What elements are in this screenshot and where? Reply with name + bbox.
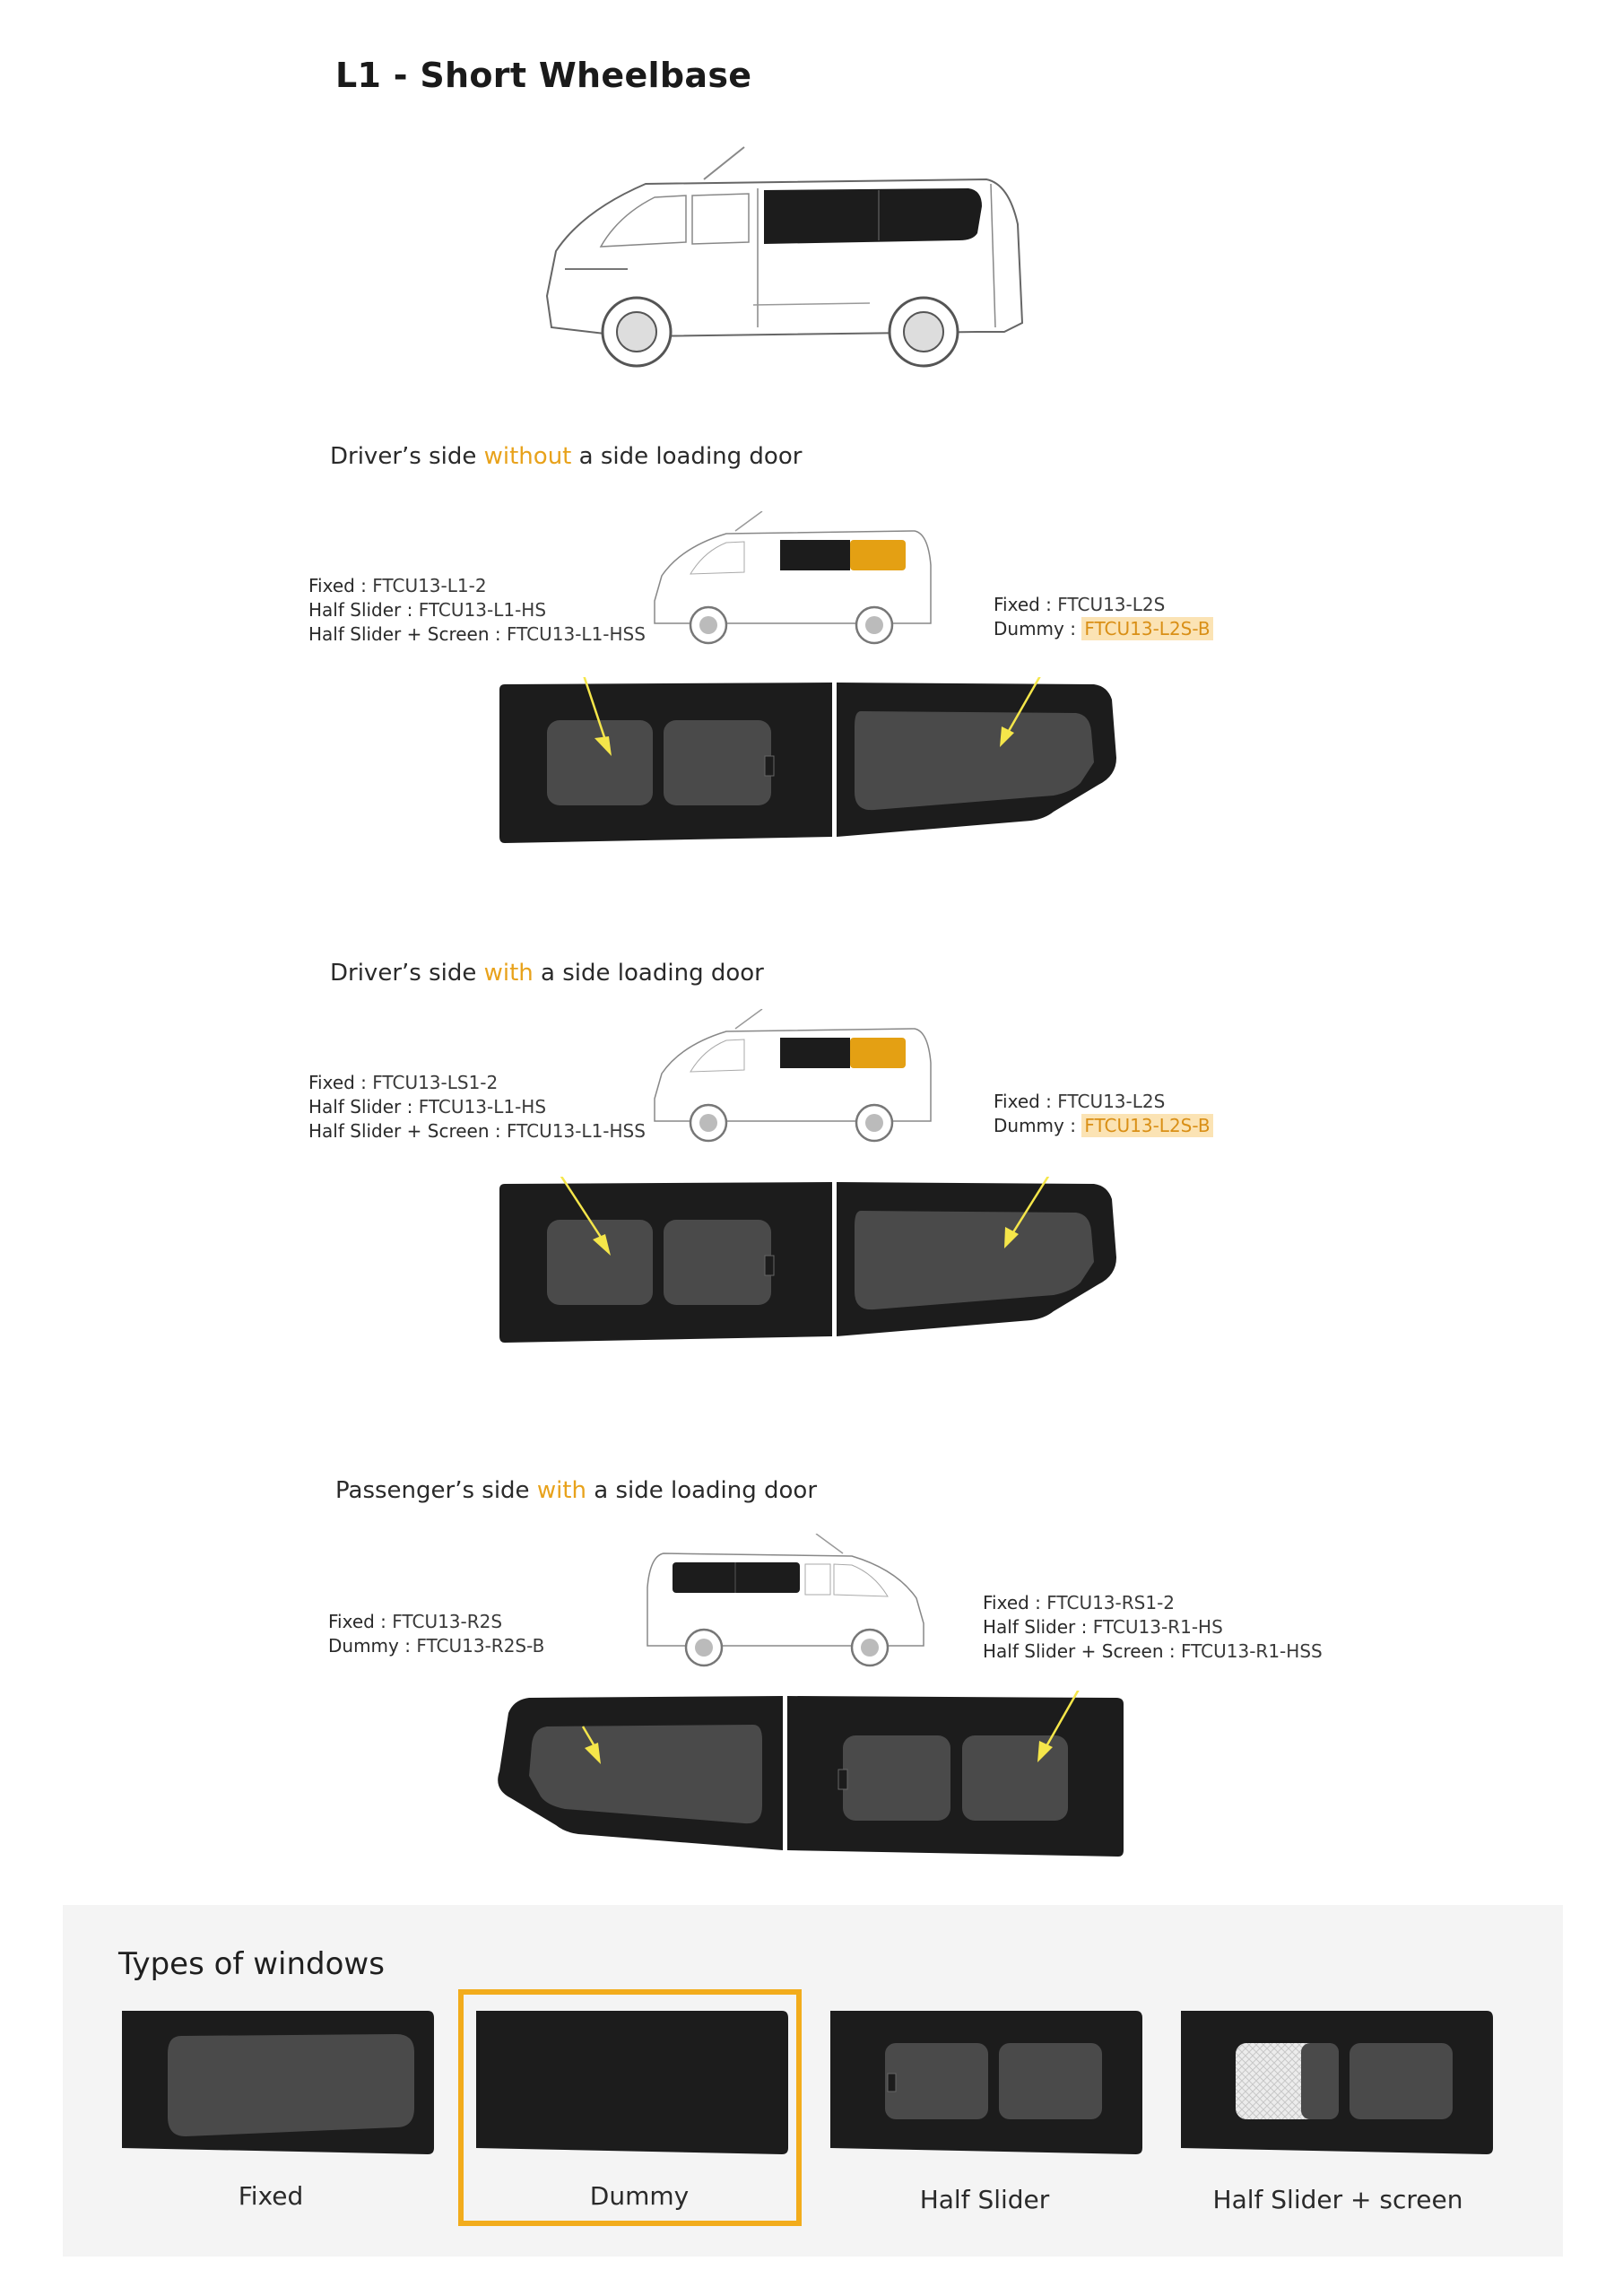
section-heading-passenger-with: Passenger’s side with a side loading door	[335, 1477, 818, 1504]
right-labels-passenger-with: Fixed : FTCU13-RS1-2 Half Slider : FTCU13-R1-HS Half Slider + Screen : FTCU13-R1-HSS	[983, 1592, 1323, 1662]
right-labels-driver-without: Fixed : FTCU13-L2S Dummy : FTCU13-L2S-B	[994, 593, 1213, 641]
type-card-fixed[interactable]	[118, 2009, 437, 2157]
window-pane-fixed	[962, 1735, 1068, 1821]
window-set-driver-with	[498, 1177, 1125, 1352]
left-labels-passenger-with: Fixed : FTCU13-R2S Dummy : FTCU13-R2S-B	[328, 1611, 545, 1657]
right-labels-driver-with: Fixed : FTCU13-L2S Dummy : FTCU13-L2S-B	[994, 1090, 1213, 1138]
type-label-dummy: Dummy	[589, 2181, 690, 2211]
van-illustration-driver-without	[646, 511, 933, 646]
window-set-driver-without	[498, 677, 1125, 852]
left-labels-driver-without: Fixed : FTCU13-L1-2 Half Slider : FTCU13-L1-HS Half Slider + Screen : FTCU13-L1-HSS	[308, 575, 646, 645]
window-pane-large	[529, 1725, 762, 1823]
type-card-half-slider-screen[interactable]	[1177, 2009, 1496, 2157]
type-card-half-slider[interactable]	[827, 2009, 1145, 2157]
van-illustration-driver-with	[646, 1009, 933, 1144]
section-heading-driver-without: Driver’s side without a side loading door	[330, 443, 803, 470]
type-label-fixed: Fixed	[238, 2181, 304, 2211]
window-pane-fixed	[547, 1220, 653, 1305]
section-heading-driver-with: Driver’s side with a side loading door	[330, 960, 764, 987]
van-illustration-passenger-with	[646, 1534, 933, 1668]
types-title: Types of windows	[118, 1946, 385, 1982]
window-pane-slider	[664, 720, 771, 805]
window-right-panel	[787, 1696, 1124, 1857]
page-title: L1 - Short Wheelbase	[335, 56, 752, 95]
left-labels-driver-with: Fixed : FTCU13-LS1-2 Half Slider : FTCU13-L1-HS Half Slider + Screen : FTCU13-L1-HSS	[308, 1072, 646, 1142]
van-illustration-hero	[529, 144, 1031, 377]
window-pane-fixed	[547, 720, 653, 805]
type-label-half-slider-screen: Half Slider + screen	[1212, 2185, 1463, 2214]
window-pane-slider	[664, 1220, 771, 1305]
window-set-passenger-with	[498, 1691, 1125, 1866]
type-label-half-slider: Half Slider	[919, 2185, 1050, 2214]
window-pane-slider	[843, 1735, 950, 1821]
